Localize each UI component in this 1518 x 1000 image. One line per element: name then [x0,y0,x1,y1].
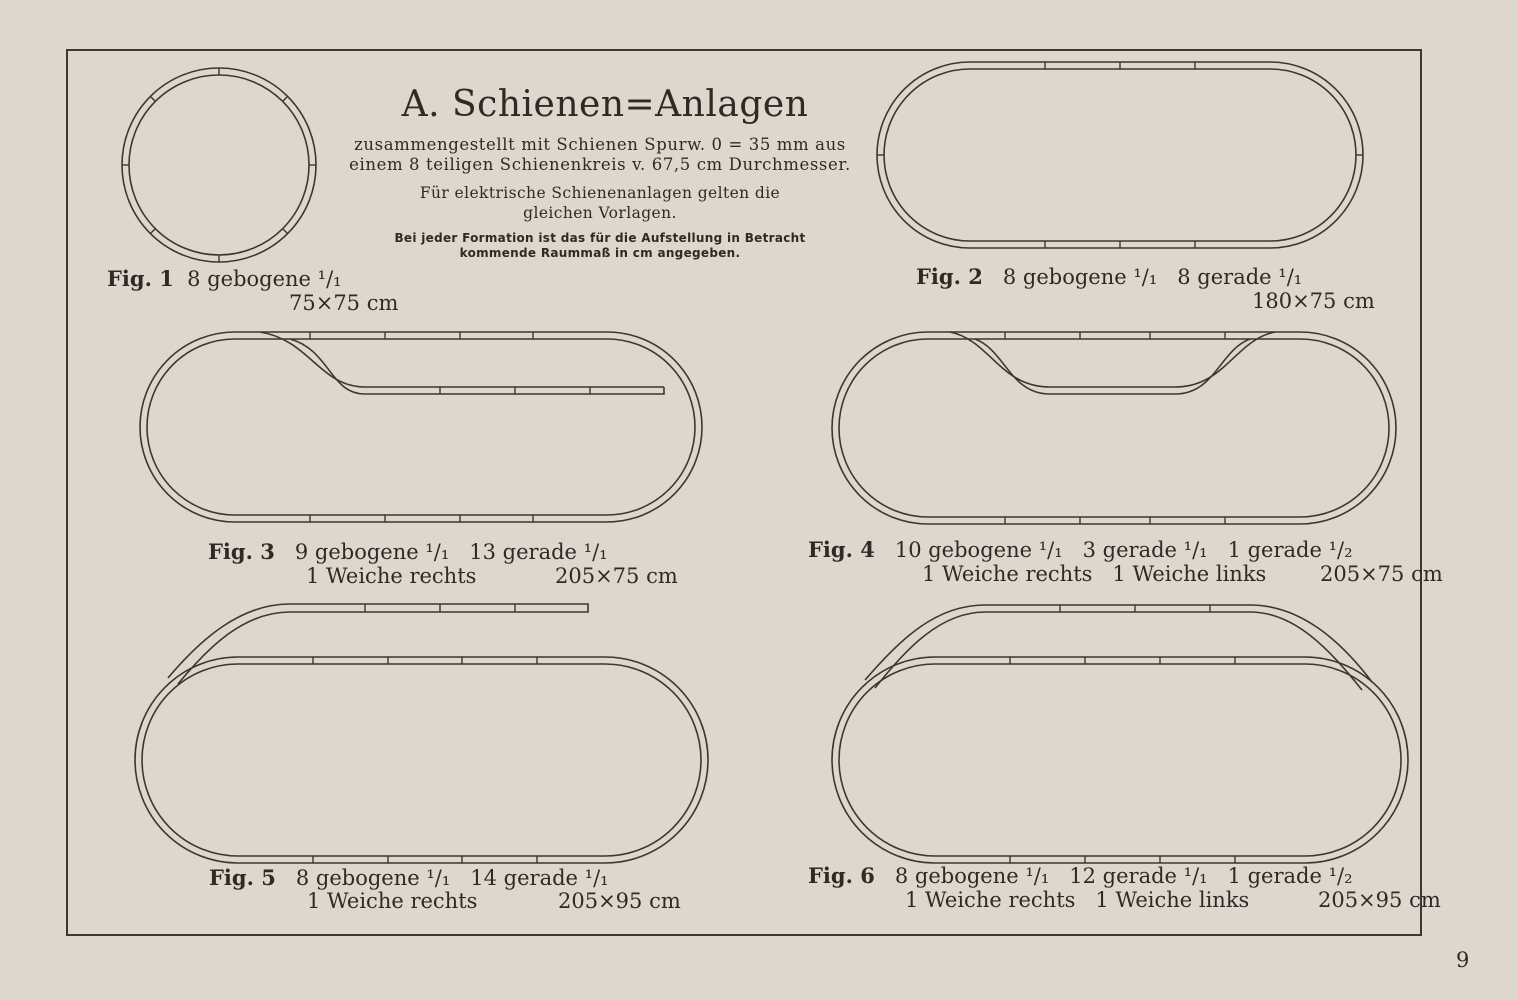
fig4-caption [808,538,1353,562]
fig4-size: 205×75 cm [1320,562,1443,586]
fig2-size: 180×75 cm [1252,289,1375,313]
fig3-parts: 9 gebogene ¹/₁ 13 gerade ¹/₁ [294,540,608,564]
fig3-size: 205×75 cm [555,564,678,588]
fig6-caption [808,864,1353,888]
note-line-1: Für elektrische Schienenanlagen gelten die [419,184,781,202]
fig5-parts: 8 gebogene ¹/₁ 14 gerade ¹/₁ [295,866,609,890]
fig4-parts: 10 gebogene ¹/₁ 3 gerade ¹/₁ 1 gerade ¹/₂ [894,538,1353,562]
fig2-label: Fig. 2 [916,264,983,289]
fig3-switches: 1 Weiche rechts [306,564,477,588]
fig6-track-oval [832,605,1408,863]
fig3-track-oval [140,332,702,522]
subtitle-line-2: einem 8 teiligen Schienenkreis v. 67,5 cm Durchmesser. [349,155,851,174]
fig1-label: Fig. 1 [107,266,174,291]
fig5-switches: 1 Weiche rechts [307,889,478,913]
fig5-size: 205×95 cm [558,889,681,913]
page-number: 9 [1456,948,1470,972]
fig6-switches: 1 Weiche rechts 1 Weiche links [905,888,1250,912]
fig2-caption [916,265,1302,289]
fig1-caption [107,267,342,291]
fig3-label: Fig. 3 [208,539,275,564]
fig1-size: 75×75 cm [289,291,399,315]
fig4-track-oval [832,332,1396,524]
small-note-line-2: kommende Raummaß in cm angegeben. [459,246,741,260]
fig5-track-oval [135,604,708,863]
small-note-line-1: Bei jeder Formation ist das für die Aufstellung in Betracht [394,231,806,245]
subtitle-line-1: zusammengestellt mit Schienen Spurw. 0 = 35 mm aus [354,135,846,154]
fig4-switches: 1 Weiche rechts 1 Weiche links [922,562,1267,586]
note-line-2: gleichen Vorlagen. [523,204,677,222]
fig1-parts: 8 gebogene ¹/₁ [187,267,342,291]
fig3-caption [208,540,608,564]
fig6-label: Fig. 6 [808,863,875,888]
fig5-label: Fig. 5 [209,865,276,890]
fig2-track-oval [877,62,1363,248]
fig6-size: 205×95 cm [1318,888,1441,912]
fig5-caption [209,866,609,890]
fig6-parts: 8 gebogene ¹/₁ 12 gerade ¹/₁ 1 gerade ¹/₂ [894,864,1353,888]
fig4-label: Fig. 4 [808,537,875,562]
fig2-parts: 8 gebogene ¹/₁ 8 gerade ¹/₁ [1002,265,1303,289]
page-title: A. Schienen=Anlagen [401,84,809,125]
